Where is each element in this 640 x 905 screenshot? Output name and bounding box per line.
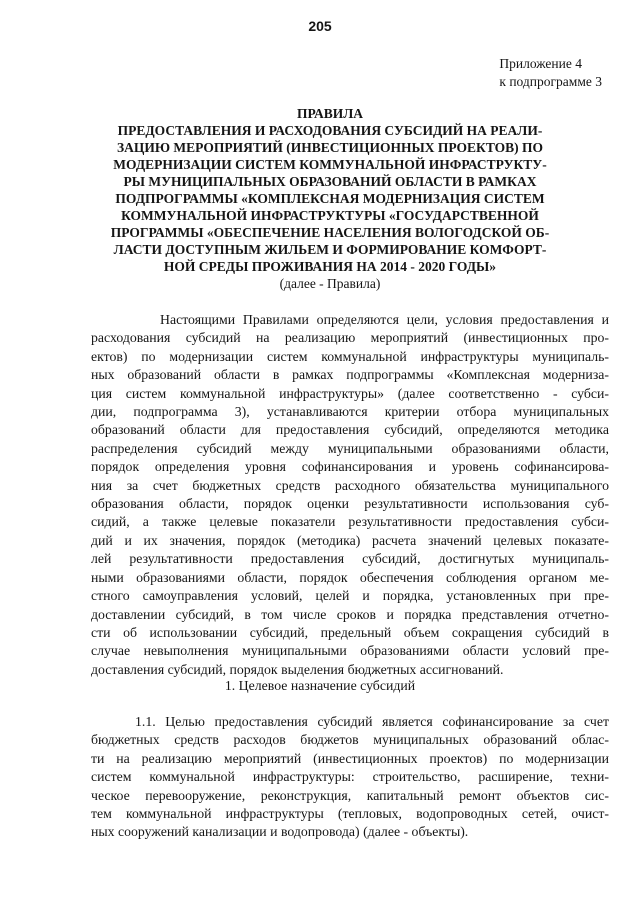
title-line: ПОДПРОГРАММЫ «КОМПЛЕКСНАЯ МОДЕРНИЗАЦИЯ СИСТЕМ — [115, 191, 545, 206]
title-line: ПРОГРАММЫ «ОБЕСПЕЧЕНИЕ НАСЕЛЕНИЯ ВОЛОГОДСКОЙ ОБ- — [110, 225, 550, 240]
title-line: РЫ МУНИЦИПАЛЬНЫХ ОБРАЗОВАНИЙ ОБЛАСТИ В РАМКАХ — [123, 174, 537, 189]
title-line: ЛАСТИ ДОСТУПНЫМ ЖИЛЬЕМ И ФОРМИРОВАНИЕ КОМФОРТ- — [113, 242, 547, 257]
paragraph-line: Настоящими Правилами определяются цели, условия предоставления и — [160, 312, 609, 327]
paragraph-line: дий и их значения, порядок (методика) расчета значений целевых показате- — [91, 532, 609, 548]
paragraph-line: тем коммунальной инфраструктуры (тепловых, водопроводных сетей, очист- — [91, 806, 609, 822]
paragraph-line: ческое перевооружение, реконструкция, капитальный ремонт объектов сис- — [91, 787, 609, 803]
paragraph-line: образований области для предоставления субсидий, определяются методика — [91, 422, 609, 438]
title-line: ЗАЦИЮ МЕРОПРИЯТИЙ (ИНВЕСТИЦИОННЫХ ПРОЕКТОВ) ПО — [116, 140, 544, 155]
paragraph-line: дии, подпрограмма 3), устанавливаются критерии отбора муниципальных — [91, 404, 609, 420]
paragraph-line: бюджетных средств расходов бюджетов муниципальных образований облас- — [91, 732, 609, 748]
paragraph-line: ния за счет бюджетных средств расходного обязательства муниципального — [91, 477, 609, 493]
intro-paragraph — [91, 311, 609, 679]
title-line: ПРЕДОСТАВЛЕНИЯ И РАСХОДОВАНИЯ СУБСИДИЙ НА РЕАЛИ- — [117, 123, 543, 138]
title-line: НОЙ СРЕДЫ ПРОЖИВАНИЯ НА 2014 - 2020 ГОДЫ» — [163, 259, 497, 274]
title-line: МОДЕРНИЗАЦИИ СИСТЕМ КОММУНАЛЬНОЙ ИНФРАСТРУКТУ- — [113, 157, 547, 172]
page-number: 205 — [308, 18, 332, 34]
paragraph-line: стного самоуправления условий, целей и порядка, установленных при пре- — [91, 588, 609, 604]
paragraph-line: доставления субсидий, порядок выделения бюджетных ассигнований. — [91, 661, 504, 677]
paragraph-line: ными образованиями области, порядок обеспечения соблюдения органом ме- — [91, 569, 609, 585]
point-1-1-paragraph — [91, 713, 609, 842]
paragraph-line: распределения субсидий между муниципальными образованиями области, — [91, 440, 609, 456]
paragraph-line: расходования субсидий на реализацию мероприятий (инвестиционных про- — [91, 330, 609, 346]
paragraph-line: ти на реализацию мероприятий (инвестиционных проектов) по модернизации — [91, 750, 609, 766]
title-line: ПРАВИЛА — [296, 106, 364, 121]
paragraph-line: сти об использовании субсидий, предельный объем сокращения субсидий в — [91, 624, 609, 640]
paragraph-line: ных сооружений канализации и водопровода) (далее - объекты). — [91, 824, 469, 840]
paragraph-line: порядок определения уровня софинансирования и уровень софинансирова- — [91, 459, 609, 475]
paragraph-line: ция систем коммунальной инфраструктуры» (далее соответственно - субси- — [91, 385, 609, 401]
paragraph-line: 1.1. Целью предоставления субсидий является софинансирование за счет — [135, 714, 609, 729]
paragraph-line: лей результативности предоставления субсидий, достигнутых муниципаль- — [91, 551, 609, 567]
paragraph-line: ектов) по модернизации систем коммунальной инфраструктуры муниципаль- — [91, 348, 609, 364]
paragraph-line: случае невыполнения муниципальными образованиями области условий пре- — [91, 643, 609, 659]
title-subtitle: (далее - Правила) — [279, 276, 381, 291]
document-title — [100, 105, 560, 292]
paragraph-line: ных образований области в рамках подпрограммы «Комплексная модерниза- — [91, 367, 609, 383]
paragraph-line: сидий, а также целевые показатели результативности предоставления субси- — [91, 514, 609, 530]
title-line: КОММУНАЛЬНОЙ ИНФРАСТРУКТУРЫ «ГОСУДАРСТВЕННОЙ — [121, 208, 539, 223]
paragraph-line: доставлении субсидий, в том числе сроков и порядка представления отчетно- — [91, 606, 609, 622]
appendix-line: к подпрограмме 3 — [499, 74, 602, 89]
paragraph-line: систем коммунальной инфраструктуры: строительство, расширение, техни- — [91, 769, 609, 785]
paragraph-line: образования области, порядок оценки результативности использования суб- — [91, 496, 609, 512]
appendix-reference — [499, 55, 602, 91]
section-heading: 1. Целевое назначение субсидий — [224, 678, 416, 693]
appendix-line: Приложение 4 — [499, 56, 582, 71]
